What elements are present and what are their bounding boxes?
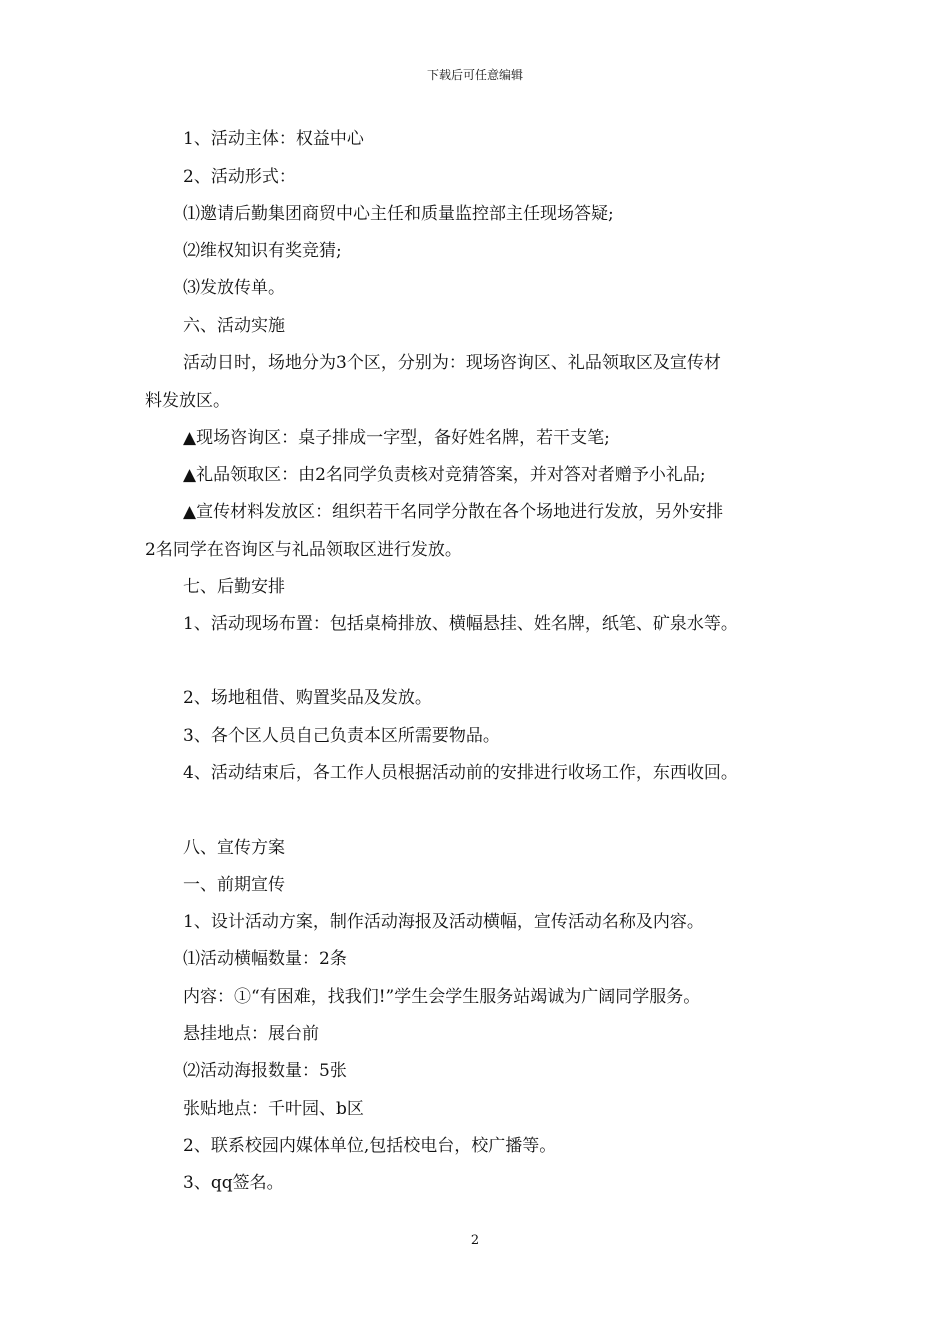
page-number: 2 — [470, 1233, 480, 1248]
section-heading: 七、后勤安排 — [183, 577, 285, 597]
text-line: 2、联系校园内媒体单位,包括校电台，校广播等。 — [183, 1136, 557, 1156]
text-line: ⑵活动海报数量：5张 — [183, 1061, 347, 1081]
section-heading: 六、活动实施 — [183, 316, 285, 336]
page-header: 下载后可任意编辑 — [426, 68, 523, 82]
text-line: 3、qq签名。 — [183, 1173, 284, 1193]
text-line: ▲现场咨询区：桌子排成一字型，备好姓名牌，若干支笔; — [183, 428, 610, 448]
text-line: ⑶发放传单。 — [183, 278, 285, 298]
text-line: 1、活动主体：权益中心 — [183, 129, 364, 149]
text-line: ⑴活动横幅数量：2条 — [183, 949, 347, 969]
text-line: 2、场地租借、购置奖品及发放。 — [183, 688, 432, 708]
text-line: ⑵维权知识有奖竞猜; — [183, 241, 342, 261]
text-line: 活动日时，场地分为3个区，分别为：现场咨询区、礼品领取区及宣传材 — [183, 353, 721, 373]
text-line: 2名同学在咨询区与礼品领取区进行发放。 — [145, 540, 462, 560]
text-line: ▲礼品领取区：由2名同学负责核对竞猜答案，并对答对者赠予小礼品; — [183, 465, 706, 485]
text-line: 1、活动现场布置：包括桌椅排放、横幅悬挂、姓名牌，纸笔、矿泉水等。 — [183, 614, 738, 634]
text-line: 1、设计活动方案，制作活动海报及活动横幅，宣传活动名称及内容。 — [183, 912, 704, 932]
text-line: 内容：①“有困难，找我们!”学生会学生服务站竭诚为广阔同学服务。 — [183, 987, 701, 1007]
section-heading: 八、宣传方案 — [183, 838, 285, 858]
text-line: 3、各个区人员自己负责本区所需要物品。 — [183, 726, 500, 746]
text-line: 张贴地点：千叶园、b区 — [183, 1099, 364, 1119]
text-line: 料发放区。 — [145, 391, 230, 411]
text-line: 悬挂地点：展台前 — [183, 1024, 319, 1044]
text-line: ⑴邀请后勤集团商贸中心主任和质量监控部主任现场答疑; — [183, 204, 614, 224]
section-heading: 一、前期宣传 — [183, 875, 285, 895]
text-line: 2、活动形式： — [183, 167, 296, 187]
text-line: 4、活动结束后，各工作人员根据活动前的安排进行收场工作，东西收回。 — [183, 763, 738, 783]
text-line: ▲宣传材料发放区：组织若干名同学分散在各个场地进行发放，另外安排 — [183, 502, 724, 522]
